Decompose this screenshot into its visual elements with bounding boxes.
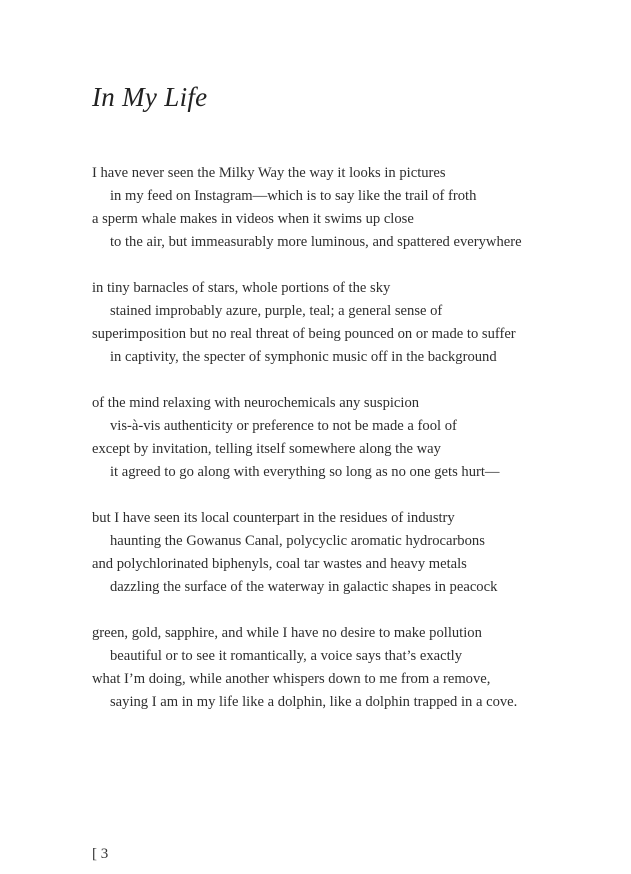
stanza-2 [92, 277, 612, 369]
poem-line: in tiny barnacles of stars, whole portions of the sky [92, 280, 391, 296]
poem-body [92, 162, 612, 737]
poem-line: beautiful or to see it romantically, a voice says that’s exactly [110, 648, 463, 664]
page-number: [ 3 [92, 846, 109, 862]
poem-line: to the air, but immeasurably more luminous, and spattered everywhere [110, 234, 522, 250]
poem-line: a sperm whale makes in videos when it swims up close [92, 211, 414, 227]
poem-line: and polychlorinated biphenyls, coal tar wastes and heavy metals [92, 556, 467, 572]
stanza-1 [92, 162, 612, 254]
poem-line: in captivity, the specter of symphonic music off in the background [110, 349, 497, 365]
stanza-3 [92, 392, 612, 484]
stanza-5 [92, 622, 612, 714]
poem-line: vis-à-vis authenticity or preference to not be made a fool of [110, 418, 457, 434]
poem-line: green, gold, sapphire, and while I have no desire to make pollution [92, 625, 482, 641]
poem-line: haunting the Gowanus Canal, polycyclic aromatic hydrocarbons [110, 533, 485, 549]
poem-line: what I’m doing, while another whispers down to me from a remove, [92, 671, 491, 687]
poem-line: I have never seen the Milky Way the way it looks in pictures [92, 165, 446, 181]
poem-line: of the mind relaxing with neurochemicals any suspicion [92, 395, 420, 411]
poem-line: stained improbably azure, purple, teal; a general sense of [110, 303, 443, 319]
stanza-4 [92, 507, 612, 599]
poem-line: saying I am in my life like a dolphin, like a dolphin trapped in a cove. [110, 694, 518, 710]
poem-line: dazzling the surface of the waterway in galactic shapes in peacock [110, 579, 498, 595]
poem-title: In My Life [92, 82, 208, 112]
poem-line: superimposition but no real threat of being pounced on or made to suffer [92, 326, 516, 342]
poem-line: in my feed on Instagram—which is to say like the trail of froth [110, 188, 477, 204]
poem-line: except by invitation, telling itself somewhere along the way [92, 441, 441, 457]
poem-line: but I have seen its local counterpart in the residues of industry [92, 510, 455, 526]
poem-line: it agreed to go along with everything so long as no one gets hurt— [110, 464, 500, 480]
